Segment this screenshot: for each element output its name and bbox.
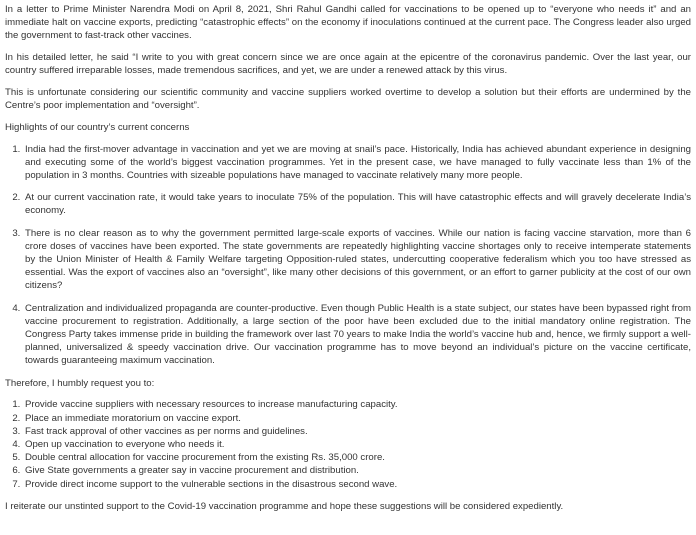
request-item: 1. Provide vaccine suppliers with necessary resources to increase manufacturing capacity. [23,398,691,411]
concern-item: 2. At our current vaccination rate, it would take years to inoculate 75% of the population. This will have catastrophic effects and will gravely decelerate India’s economy. [23,191,691,217]
request-item: 5. Double central allocation for vaccine procurement from the existing Rs. 35,000 crore. [23,451,691,464]
concern-item: 1. India had the first-mover advantage in vaccination and yet we are moving at snail’s pace. Historically, India has achieved abundant experience in designing and executing some of the world’s biggest vaccination programmes. Yet in the present case, we have managed to fully vaccinate less than 1% of the population in 3 months. Countries with sizeable populations have managed to vaccinate relatively many more people. [23,143,691,183]
request-item: 6. Give State governments a greater say in vaccine procurement and distribution. [23,464,691,477]
highlights-heading: Highlights of our country’s current concerns [5,121,190,133]
intro-paragraph-3: This is unfortunate considering our scientific community and vaccine suppliers worked overtime to develop a solution but their efforts are undermined by the Centre’s poor implementation and “oversight”. [5,87,691,112]
concern-item: 4. Centralization and individualized propaganda are counter-productive. Even though Public Health is a state subject, our states have been bypassed right from vaccine procurement to registration. Additionally, a large section of the poor have been excluded due to the initial mandatory online registration. The Congress Party takes immense pride in building the framework over last 70 years to make India the world’s vaccine hub and, hence, we firmly support a well-planned, universalized & speedy vaccination drive. Our vaccination programme has to move beyond an individual’s picture on the vaccine certificate, towards guaranteeing maximum vaccination. [23,302,691,368]
intro-paragraph-1: In a letter to Prime Minister Narendra Modi on April 8, 2021, Shri Rahul Gandhi called for vaccinations to be opened up to “everyone who needs it” and an immediate halt on vaccine exports, predicting “catastrophic effects” on the economy if inoculations continued at the current pace. The Congress leader also urged the government to fast-track other vaccines. [5,4,691,42]
request-heading: Therefore, I humbly request you to: [5,377,155,389]
closing-paragraph: I reiterate our unstinted support to the Covid-19 vaccination programme and hope these suggestions will be considered expediently. [5,500,564,512]
request-item: 2. Place an immediate moratorium on vaccine export. [23,412,691,425]
requests-list [5,398,691,490]
concern-item: 3. There is no clear reason as to why the government permitted large-scale exports of vaccines. While our nation is facing vaccine starvation, more than 6 crore doses of vaccines have been exported. The state governments are repeatedly highlighting vaccine shortages only to receive intemperate statements by the Union Minister of Health & Family Welfare targeting Opposition-ruled states, undercutting cooperative federalism which you too have stressed as essential. Was the export of vaccines also an “oversight”, like many other decisions of this government, or an effort to garner publicity at the cost of our own citizens? [23,227,691,293]
request-item: 4. Open up vaccination to everyone who needs it. [23,438,691,451]
request-item: 7. Provide direct income support to the vulnerable sections in the disastrous second wave. [23,478,691,491]
concerns-list [5,143,691,368]
intro-paragraph-2: In his detailed letter, he said “I write to you with great concern since we are once again at the epicentre of the coronavirus pandemic. Over the last year, our country suffered irreparable losses, made tremendous sacrifices, and yet, we are under a renewed attack by this virus. [5,52,691,77]
request-item: 3. Fast track approval of other vaccines as per norms and guidelines. [23,425,691,438]
